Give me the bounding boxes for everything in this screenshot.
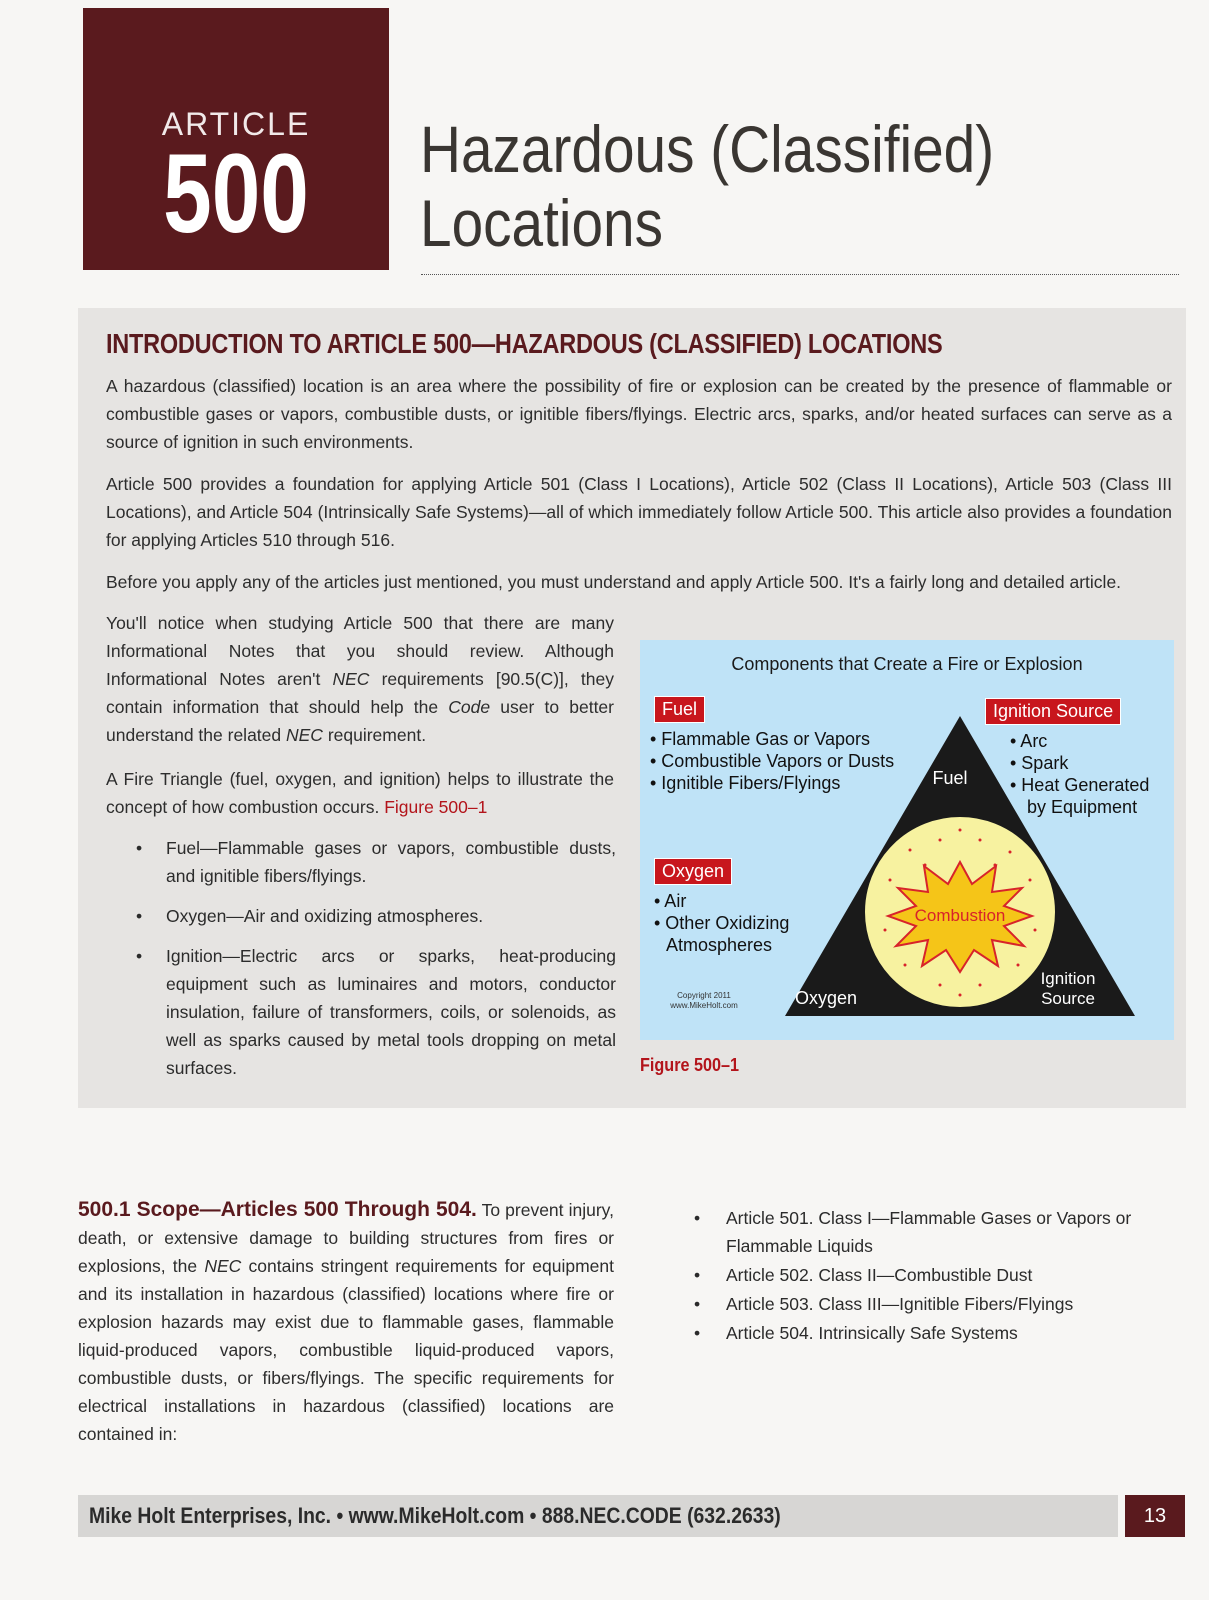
intro-paragraph-4 <box>106 609 614 749</box>
list-item <box>136 942 616 1082</box>
list-item <box>694 1319 1174 1347</box>
intro-paragraph-5 <box>106 765 614 821</box>
bullet-text: Fuel—Flammable gases or vapors, combustible dusts, and ignitible fibers/flyings. <box>166 838 616 886</box>
triangle-ignition-label-1: Ignition <box>1040 969 1096 988</box>
p4-text-b: requirements [90.5(C)], they contain information that should help the <box>106 669 614 717</box>
page-title <box>420 112 1074 260</box>
article-number-box <box>83 8 389 270</box>
fuel-item: • Flammable Gas or Vapors <box>650 729 871 749</box>
bullet-marker: • <box>694 1294 701 1314</box>
article-number: 500 <box>163 131 309 256</box>
ignition-item: by Equipment <box>1027 797 1138 817</box>
ignition-item: • Arc <box>1010 731 1048 751</box>
list-item <box>694 1261 1174 1289</box>
bullet-text: Oxygen—Air and oxidizing atmospheres. <box>166 906 484 926</box>
scope-heading: 500.1 Scope—Articles 500 Through 504. <box>78 1198 477 1221</box>
fire-triangle-figure <box>640 640 1174 1040</box>
figure-caption: Figure 500–1 <box>640 1055 740 1075</box>
title-line-1: Hazardous (Classified) <box>420 112 995 186</box>
oxygen-item: Atmospheres <box>666 935 773 955</box>
oxygen-item: • Air <box>654 891 687 911</box>
bullet-marker: • <box>694 1323 701 1343</box>
article-item-text: Article 504. Intrinsically Safe Systems <box>726 1323 1018 1343</box>
oxygen-tag: Oxygen <box>654 858 732 885</box>
list-item <box>136 902 616 930</box>
fuel-item: • Combustible Vapors or Dusts <box>650 751 895 771</box>
page-number: 13 <box>1125 1495 1185 1537</box>
title-line-2: Locations <box>420 186 663 260</box>
article-item-text: Article 503. Class III—Ignitible Fibers/Flyings <box>726 1294 1074 1314</box>
triangle-oxygen-label: Oxygen <box>794 988 858 1008</box>
scope-nec: NEC <box>204 1256 242 1276</box>
p4-text-c: user to better understand the related <box>106 697 614 745</box>
fuel-tag: Fuel <box>654 696 705 723</box>
combustion-label: Combustion <box>914 906 1006 925</box>
triangle-fuel-label: Fuel <box>932 768 968 788</box>
bullet-marker: • <box>694 1265 701 1285</box>
ignition-item: • Spark <box>1010 753 1069 773</box>
list-item <box>694 1290 1174 1318</box>
scope-text-a: To prevent injury, death, or extensive damage to building structures from fires or explosions, the <box>78 1200 614 1276</box>
list-item <box>136 834 616 890</box>
intro-paragraph-1: A hazardous (classified) location is an area where the possibility of fire or explosion can be created by the presence of flammable or combustible gases or vapors, combustible dusts, or ignitible fibers/flyings. Electric arcs, sparks, and/or heated surfaces can serve as a source of ignition in such environments. <box>106 376 1172 452</box>
copyright-line-1: Copyright 2011 <box>677 991 731 1000</box>
bullet-text: Ignition—Electric arcs or sparks, heat-producing equipment such as luminaires and motors, conductor insulation, failure of transformers, coils, or solenoids, as well as sparks caused by metal tools dropping on metal surfaces. <box>166 946 616 1078</box>
list-item <box>694 1204 1174 1260</box>
ignition-item: • Heat Generated <box>1010 775 1150 795</box>
ignition-source-tag: Ignition Source <box>985 698 1121 725</box>
p4-nec-1: NEC <box>332 669 370 689</box>
article-label: ARTICLE <box>161 106 311 142</box>
p4-text-a: You'll notice when studying Article 500 that there are many Informational Notes that you should review. Although Informational Notes aren't <box>106 613 614 689</box>
p4-code: Code <box>448 697 491 717</box>
footer-text: Mike Holt Enterprises, Inc. • www.MikeHolt.com • 888.NEC.CODE (632.2633) <box>89 1503 781 1528</box>
bullet-marker: • <box>136 906 143 926</box>
fire-triangle-bullet-list <box>136 834 616 1094</box>
figure-reference-link[interactable]: Figure 500–1 <box>384 797 488 817</box>
title-divider <box>421 274 1179 275</box>
fuel-item: • Ignitible Fibers/Flyings <box>650 773 841 793</box>
p5-text: A Fire Triangle (fuel, oxygen, and ignition) helps to illustrate the concept of how combustion occurs. <box>106 769 614 817</box>
copyright-line-2: www.MikeHolt.com <box>670 1001 738 1010</box>
figure-title: Components that Create a Fire or Explosion <box>731 654 1083 674</box>
p4-text-d: requirement. <box>322 725 427 745</box>
triangle-ignition-label-2: Source <box>1041 989 1095 1008</box>
article-item-text: Article 501. Class I—Flammable Gases or Vapors or Flammable Liquids <box>726 1208 1132 1256</box>
article-item-text: Article 502. Class II—Combustible Dust <box>726 1265 1033 1285</box>
intro-heading: INTRODUCTION TO ARTICLE 500—HAZARDOUS (CLASSIFIED) LOCATIONS <box>106 328 943 359</box>
fire-triangle-diagram <box>640 640 1174 1040</box>
intro-paragraph-3: Before you apply any of the articles just mentioned, you must understand and apply Article 500. It's a fairly long and detailed article. <box>106 572 1122 592</box>
p4-nec-2: NEC <box>286 725 323 745</box>
scope-paragraph <box>78 1196 614 1448</box>
scope-text-b: contains stringent requirements for equipment and its installation in hazardous (classified) locations where fire or explosion hazards may exist due to flammable gases, flammable liquid-produced vapors, combustible liquid-produced vapors, combustible dusts, or fibers/flyings. The specific requirements for electrical installations in hazardous (classified) locations are contained in: <box>78 1256 615 1444</box>
bullet-marker: • <box>694 1208 701 1228</box>
oxygen-item: • Other Oxidizing <box>654 913 790 933</box>
bullet-marker: • <box>136 946 143 966</box>
intro-paragraph-2: Article 500 provides a foundation for applying Article 501 (Class I Locations), Article 502 (Class II Locations), Article 503 (Class III Locations), and Article 504 (Intrinsically Safe Systems)—all of which immediately follow Article 500. This article also provides a foundation for applying Articles 510 through 516. <box>106 474 1172 550</box>
scope-article-list <box>694 1204 1174 1348</box>
bullet-marker: • <box>136 838 143 858</box>
